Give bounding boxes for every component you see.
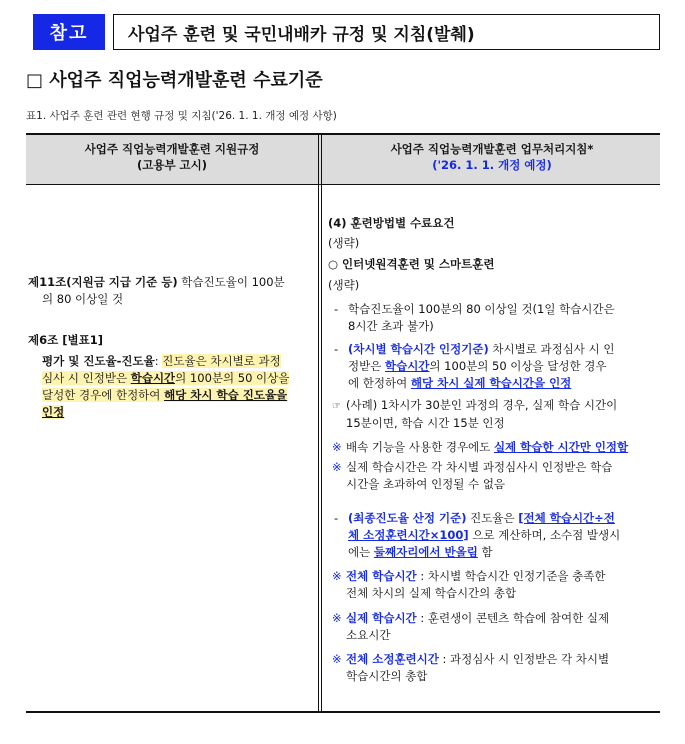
- eval-label: 평가 및 진도율-진도율: [42, 354, 155, 368]
- online-training-heading: ○ 인터넷원격훈련 및 스마트훈련: [328, 257, 495, 271]
- item-text: 진도율은: [466, 511, 519, 525]
- article-11: [28, 274, 313, 308]
- requirement-item-3: [334, 510, 658, 561]
- definition-term: 전체 소정훈련시간: [346, 652, 439, 666]
- eval-colon: :: [154, 354, 163, 368]
- definition-term: 전체 학습시간: [346, 569, 417, 583]
- item-strong: 체 소정훈련시간×100]: [348, 528, 469, 542]
- right-column-header: [324, 141, 660, 173]
- section-title: □ 사업주 직업능력개발훈련 수료기준: [26, 70, 323, 91]
- note-text: 시간을 초과하여 인정될 수 없음: [346, 477, 506, 491]
- omitted-2: (생략): [328, 278, 360, 292]
- article-11-text: 학습진도율이 100분: [177, 275, 285, 289]
- reference-mark-icon: ※: [332, 460, 342, 474]
- item-text: 함: [477, 545, 493, 559]
- definition-term: 실제 학습시간: [346, 611, 417, 625]
- item-text: 차시별로 과정심사 시 인: [488, 342, 615, 356]
- example-note: [332, 397, 658, 432]
- example-text: 15분이면, 학습 시간 15분 인정: [346, 416, 505, 430]
- definition-text: 학습시간의 총합: [346, 669, 428, 683]
- definition-text: : 차시별 학습시간 인정기준을 충족한: [416, 569, 606, 583]
- note-text: 배속 기능을 사용한 경우에도: [346, 440, 494, 454]
- item-text: 학습진도율이 100분의 80 이상일 것(1일 학습시간은: [348, 302, 615, 316]
- definition-text: 소요시간: [346, 628, 391, 642]
- item-text: 으로 계산하며, 소수점 발생시: [468, 528, 621, 542]
- dash-bullet: -: [334, 302, 339, 316]
- definition-text: 전체 차시의 실제 학습시간의 총합: [346, 586, 517, 600]
- example-text: (사례) 1차시가 30분인 과정의 경우, 실제 학습 시간이: [346, 398, 618, 412]
- eval-text: 진도율은 차시별로 과정: [162, 354, 281, 368]
- reference-badge: 참고: [33, 14, 105, 50]
- article-11-text-cont: 의 80 이상일 것: [42, 292, 124, 306]
- omitted-1: (생략): [328, 236, 360, 250]
- table-header: [26, 135, 660, 185]
- item-strong: [전체 학습시간÷전: [518, 511, 615, 525]
- requirement-item-1: [334, 301, 658, 335]
- article-11-title: 제11조(지원금 지급 기준 등): [28, 275, 178, 289]
- note-strong: 실제 학습한 시간만 인정함: [493, 440, 629, 454]
- pointing-hand-icon: ☞: [332, 401, 341, 412]
- dash-bullet: -: [334, 342, 339, 356]
- eval-text: 심사 시 인정받은: [42, 371, 131, 385]
- item-strong: 해당 차시 실제 학습시간을 인정: [410, 376, 572, 390]
- reference-mark-icon: ※: [332, 569, 342, 583]
- dash-bullet: -: [334, 511, 339, 525]
- definition-text: : 훈련생이 콘텐츠 학습에 참여한 실제: [416, 611, 610, 625]
- item-text: 8시간 초과 불가): [348, 319, 434, 333]
- note-text: 실제 학습시간은 각 차시별 과정심사시 인정받은 학습: [346, 460, 613, 474]
- item-text: 정받은: [348, 359, 385, 373]
- eval-time: 학습시간: [130, 371, 176, 385]
- item-strong: 학습시간: [384, 359, 430, 373]
- table-caption: 표1. 사업주 훈련 관련 현행 규정 및 지침('26. 1. 1. 개정 예정 사항): [26, 110, 337, 122]
- article-6-body: [42, 353, 312, 421]
- reference-mark-icon: ※: [332, 611, 342, 625]
- definition-1: [332, 568, 658, 602]
- right-header-line-1: 사업주 직업능력개발훈련 업무처리지침*: [390, 142, 594, 156]
- item-text: 에는: [348, 545, 374, 559]
- article-6-title: 제6조 [별표1]: [28, 333, 103, 347]
- right-header-line-2: ('26. 1. 1. 개정 예정): [432, 158, 552, 172]
- left-header-line-2: (고용부 고시): [136, 158, 208, 172]
- eval-strong: 인정: [42, 405, 65, 419]
- definition-2: [332, 610, 658, 644]
- reference-mark-icon: ※: [332, 652, 342, 666]
- eval-text: 의 100분의 50 이상을: [175, 371, 290, 385]
- definition-3: [332, 651, 658, 685]
- note-2: [332, 459, 658, 493]
- item-text: 의 100분의 50 이상을 달성한 경우: [429, 359, 607, 373]
- document-title: 사업주 훈련 및 국민내배카 규정 및 지침(발췌): [113, 14, 660, 50]
- eval-text: 달성한 경우에 한정하여: [42, 388, 165, 402]
- item-bold: (차시별 학습시간 인정기준): [348, 342, 489, 356]
- left-column-header: [26, 141, 318, 173]
- definition-text: : 과정심사 시 인정받은 각 차시별: [438, 652, 610, 666]
- column-divider: [318, 135, 322, 711]
- requirement-item-2: [334, 341, 658, 392]
- item-text: 에 한정하여: [348, 376, 411, 390]
- item-bold: (최종진도율 산정 기준): [348, 511, 467, 525]
- eval-strong: 해당 차시 학습 진도율을: [164, 388, 288, 402]
- left-header-line-1: 사업주 직업능력개발훈련 지원규정: [84, 142, 260, 156]
- regulation-table: [26, 133, 660, 713]
- reference-mark-icon: ※: [332, 440, 342, 454]
- section-4-title: (4) 훈련방법별 수료요건: [328, 216, 455, 230]
- note-1: [332, 439, 658, 456]
- item-strong: 둘째자리에서 반올림: [373, 545, 478, 559]
